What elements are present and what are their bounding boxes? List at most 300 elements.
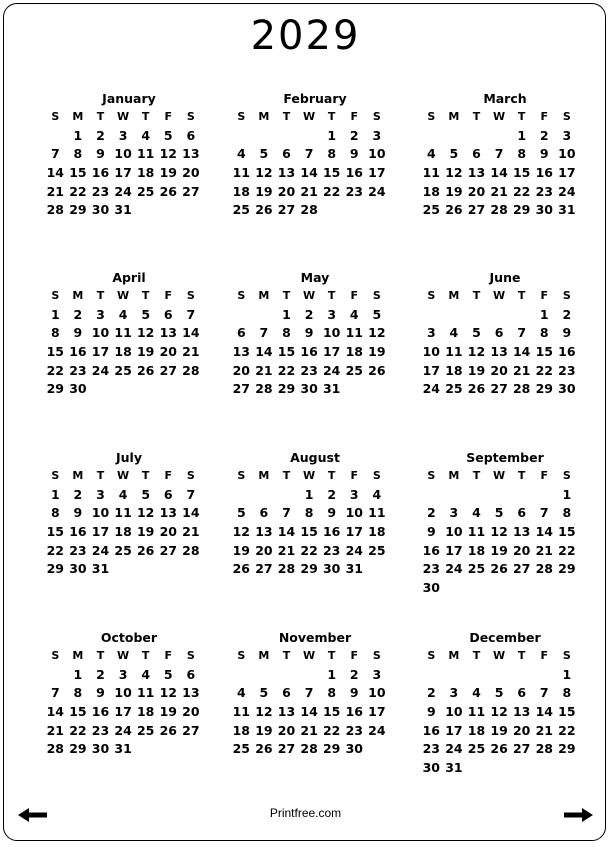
day-cell: 19 — [445, 183, 463, 199]
day-cell: 1 — [327, 127, 337, 143]
day-cell: 30 — [422, 760, 440, 776]
day-cell: 26 — [159, 183, 177, 199]
day-cell: 31 — [558, 202, 576, 218]
weekday-header: M — [72, 649, 84, 662]
day-cell: 28 — [300, 202, 318, 218]
day-cell: 5 — [494, 505, 504, 521]
day-cell: 31 — [114, 202, 132, 218]
empty-cell — [230, 127, 253, 146]
day-cell: 6 — [282, 685, 291, 701]
empty-cell — [510, 306, 533, 325]
weekday-header: T — [96, 649, 105, 662]
day-cell: 26 — [255, 202, 273, 218]
day-cell: 18 — [422, 183, 440, 199]
weekday-header: T — [282, 649, 291, 662]
day-cell: 3 — [449, 505, 459, 521]
empty-cell — [443, 486, 466, 505]
day-cell: 8 — [327, 685, 337, 701]
day-cell: 17 — [114, 165, 132, 181]
day-cell: 28 — [490, 202, 508, 218]
day-cell: 8 — [562, 685, 572, 701]
weekday-header: F — [350, 110, 359, 123]
day-cell: 13 — [159, 325, 177, 341]
month-name: June — [489, 270, 521, 285]
empty-cell — [510, 666, 533, 685]
day-cell: 29 — [69, 741, 87, 757]
day-cell: 22 — [277, 362, 296, 378]
day-cell: 30 — [422, 580, 440, 596]
day-cell: 27 — [159, 362, 177, 378]
day-grid — [44, 108, 214, 220]
day-cell: 6 — [163, 306, 173, 322]
day-cell: 17 — [422, 362, 440, 378]
weekday-header: M — [448, 110, 460, 123]
day-cell: 11 — [345, 325, 363, 341]
day-cell: 4 — [141, 127, 151, 143]
day-cell: 10 — [322, 325, 341, 341]
day-cell: 16 — [322, 524, 341, 540]
day-cell: 24 — [368, 183, 386, 199]
weekday-header: S — [51, 110, 60, 123]
weekday-header: S — [186, 289, 195, 302]
day-cell: 26 — [445, 202, 463, 218]
weekday-header: M — [72, 289, 84, 302]
weekday-header: F — [164, 289, 173, 302]
day-cell: 4 — [118, 306, 128, 322]
day-cell: 8 — [73, 685, 83, 701]
day-cell: 7 — [186, 306, 196, 322]
weekday-header: T — [141, 110, 150, 123]
month-name: August — [290, 450, 340, 465]
day-cell: 12 — [232, 524, 250, 540]
day-grid — [230, 467, 400, 579]
day-cell: 11 — [467, 704, 486, 720]
month-name: January — [102, 91, 156, 106]
weekday-header: S — [237, 110, 246, 123]
day-cell: 18 — [232, 183, 250, 199]
day-cell: 25 — [114, 362, 132, 378]
day-cell: 19 — [467, 362, 486, 378]
empty-cell — [298, 666, 321, 685]
day-cell: 10 — [445, 704, 463, 720]
month-march — [420, 90, 590, 220]
day-cell: 19 — [255, 183, 273, 199]
day-cell: 21 — [255, 362, 273, 378]
weekday-header: S — [427, 110, 436, 123]
day-cell: 15 — [322, 165, 341, 181]
day-cell: 6 — [472, 146, 481, 162]
day-cell: 2 — [349, 666, 359, 682]
day-cell: 8 — [562, 505, 572, 521]
weekday-header: T — [472, 289, 481, 302]
day-cell: 16 — [300, 344, 318, 360]
day-cell: 23 — [345, 183, 363, 199]
weekday-header: S — [51, 649, 60, 662]
day-cell: 26 — [136, 362, 155, 378]
day-cell: 17 — [368, 165, 386, 181]
day-cell: 2 — [304, 306, 314, 322]
weekday-header: W — [117, 110, 130, 123]
day-cell: 3 — [426, 325, 436, 341]
day-cell: 5 — [236, 505, 246, 521]
day-cell: 31 — [445, 760, 463, 776]
day-cell: 13 — [512, 524, 531, 540]
weekday-header: T — [327, 289, 336, 302]
day-cell: 12 — [445, 165, 463, 181]
day-cell: 3 — [96, 486, 105, 502]
weekday-header: W — [117, 469, 130, 482]
day-cell: 13 — [182, 146, 200, 162]
day-cell: 30 — [345, 741, 363, 757]
day-cell: 9 — [349, 146, 359, 162]
day-cell: 21 — [46, 722, 64, 738]
day-cell: 30 — [91, 741, 110, 757]
month-name: September — [466, 450, 544, 465]
month-name: July — [116, 450, 142, 465]
day-cell: 27 — [232, 381, 250, 397]
day-cell: 24 — [345, 542, 363, 558]
weekday-header: W — [303, 649, 316, 662]
weekday-header: F — [164, 469, 173, 482]
day-cell: 16 — [422, 542, 440, 558]
day-cell: 15 — [535, 344, 553, 360]
weekday-header: T — [141, 289, 150, 302]
day-cell: 24 — [91, 362, 110, 378]
day-cell: 18 — [345, 344, 363, 360]
weekday-header: M — [258, 469, 270, 482]
day-cell: 5 — [472, 325, 481, 341]
empty-cell — [443, 127, 466, 146]
weekday-header: M — [258, 649, 270, 662]
day-cell: 21 — [490, 183, 508, 199]
weekday-header: S — [562, 110, 571, 123]
day-cell: 17 — [91, 344, 110, 360]
day-cell: 12 — [159, 685, 177, 701]
day-grid — [44, 287, 214, 399]
day-cell: 28 — [535, 561, 553, 577]
day-cell: 11 — [136, 146, 155, 162]
day-cell: 10 — [422, 344, 440, 360]
weekday-header: F — [350, 469, 359, 482]
day-cell: 20 — [512, 722, 531, 738]
day-cell: 13 — [182, 685, 200, 701]
empty-cell — [275, 486, 298, 505]
day-cell: 4 — [449, 325, 459, 341]
day-cell: 26 — [255, 741, 273, 757]
day-cell: 11 — [114, 505, 132, 521]
day-cell: 15 — [69, 165, 87, 181]
weekday-header: W — [493, 110, 506, 123]
weekday-header: S — [372, 289, 381, 302]
day-cell: 14 — [300, 165, 318, 181]
weekday-header: S — [186, 110, 195, 123]
day-cell: 1 — [327, 666, 337, 682]
day-cell: 11 — [422, 165, 440, 181]
day-cell: 9 — [73, 505, 83, 521]
day-cell: 1 — [304, 486, 314, 502]
day-cell: 12 — [255, 704, 273, 720]
empty-cell — [253, 666, 276, 685]
day-cell: 27 — [512, 561, 531, 577]
day-cell: 4 — [236, 146, 246, 162]
day-cell: 16 — [345, 704, 363, 720]
day-cell: 5 — [141, 486, 151, 502]
weekday-header: F — [350, 649, 359, 662]
day-cell: 29 — [535, 381, 553, 397]
day-cell: 17 — [445, 722, 463, 738]
day-cell: 18 — [136, 165, 155, 181]
day-cell: 28 — [182, 362, 200, 378]
empty-cell — [44, 666, 67, 685]
day-cell: 25 — [467, 741, 486, 757]
weekday-header: S — [562, 649, 571, 662]
day-cell: 12 — [490, 524, 508, 540]
weekday-header: T — [327, 110, 336, 123]
day-cell: 13 — [277, 165, 296, 181]
day-cell: 20 — [182, 704, 200, 720]
day-cell: 27 — [277, 741, 296, 757]
day-cell: 24 — [368, 722, 386, 738]
day-cell: 9 — [539, 146, 549, 162]
month-september — [420, 449, 590, 598]
day-cell: 7 — [50, 146, 60, 162]
weekday-header: T — [282, 469, 291, 482]
day-cell: 4 — [472, 505, 481, 521]
day-cell: 13 — [232, 344, 250, 360]
empty-cell — [443, 306, 466, 325]
day-cell: 30 — [558, 381, 576, 397]
day-grid — [230, 647, 400, 759]
day-cell: 13 — [255, 524, 273, 540]
day-cell: 2 — [539, 127, 549, 143]
day-cell: 1 — [73, 666, 83, 682]
day-cell: 24 — [114, 722, 132, 738]
day-cell: 2 — [426, 685, 436, 701]
day-cell: 23 — [69, 542, 87, 558]
day-cell: 14 — [490, 165, 508, 181]
empty-cell — [420, 486, 443, 505]
month-may — [230, 269, 400, 399]
day-cell: 12 — [159, 146, 177, 162]
day-cell: 28 — [300, 741, 318, 757]
day-grid — [420, 467, 590, 598]
day-cell: 28 — [535, 741, 553, 757]
day-cell: 14 — [46, 704, 64, 720]
day-cell: 26 — [490, 741, 508, 757]
empty-cell — [230, 666, 253, 685]
day-cell: 10 — [368, 146, 386, 162]
weekday-header: S — [562, 289, 571, 302]
day-cell: 6 — [163, 486, 173, 502]
day-cell: 8 — [539, 325, 549, 341]
empty-cell — [420, 127, 443, 146]
arrow-right-icon[interactable] — [563, 807, 593, 823]
weekday-header: S — [562, 469, 571, 482]
day-cell: 23 — [345, 722, 363, 738]
month-july — [44, 449, 214, 579]
day-cell: 10 — [368, 685, 386, 701]
day-cell: 11 — [232, 165, 250, 181]
day-cell: 31 — [322, 381, 341, 397]
weekday-header: M — [258, 110, 270, 123]
day-cell: 4 — [372, 486, 382, 502]
day-cell: 26 — [232, 561, 250, 577]
month-november — [230, 629, 400, 759]
day-cell: 28 — [182, 542, 200, 558]
day-cell: 13 — [159, 505, 177, 521]
day-cell: 22 — [535, 362, 553, 378]
weekday-header: S — [372, 649, 381, 662]
empty-cell — [443, 666, 466, 685]
day-cell: 19 — [159, 704, 177, 720]
weekday-header: W — [493, 469, 506, 482]
month-name: October — [100, 630, 158, 645]
day-cell: 17 — [322, 344, 341, 360]
day-cell: 8 — [282, 325, 291, 341]
day-cell: 23 — [322, 542, 341, 558]
day-cell: 14 — [512, 344, 531, 360]
day-cell: 5 — [449, 146, 459, 162]
day-cell: 18 — [114, 524, 132, 540]
day-cell: 11 — [136, 685, 155, 701]
day-cell: 16 — [69, 524, 87, 540]
day-cell: 12 — [467, 344, 486, 360]
day-cell: 5 — [259, 146, 269, 162]
day-grid — [230, 108, 400, 220]
day-cell: 28 — [46, 202, 64, 218]
day-cell: 7 — [517, 325, 527, 341]
day-cell: 14 — [300, 704, 318, 720]
weekday-header: T — [141, 469, 150, 482]
day-cell: 9 — [327, 505, 337, 521]
day-cell: 18 — [467, 722, 486, 738]
weekday-header: F — [540, 649, 549, 662]
day-cell: 1 — [562, 486, 572, 502]
day-cell: 7 — [259, 325, 269, 341]
day-cell: 17 — [91, 524, 110, 540]
month-name: March — [483, 91, 527, 106]
empty-cell — [230, 486, 253, 505]
calendar-year-title: 2029 — [250, 13, 361, 59]
arrow-left-icon[interactable] — [18, 807, 48, 823]
day-cell: 6 — [517, 685, 527, 701]
day-cell: 22 — [512, 183, 531, 199]
day-cell: 20 — [512, 542, 531, 558]
day-cell: 23 — [535, 183, 553, 199]
day-cell: 10 — [558, 146, 576, 162]
day-cell: 21 — [182, 344, 200, 360]
day-cell: 21 — [535, 722, 553, 738]
day-cell: 4 — [141, 666, 151, 682]
day-cell: 25 — [368, 542, 386, 558]
day-cell: 25 — [467, 561, 486, 577]
day-cell: 25 — [232, 202, 250, 218]
weekday-header: M — [448, 469, 460, 482]
day-cell: 26 — [136, 542, 155, 558]
day-cell: 10 — [114, 685, 132, 701]
empty-cell — [420, 666, 443, 685]
day-cell: 10 — [91, 325, 110, 341]
day-cell: 20 — [232, 362, 250, 378]
day-cell: 22 — [322, 722, 341, 738]
day-cell: 7 — [304, 146, 314, 162]
day-cell: 8 — [50, 505, 60, 521]
weekday-header: W — [303, 289, 316, 302]
day-cell: 3 — [562, 127, 572, 143]
day-cell: 24 — [445, 741, 463, 757]
day-cell: 2 — [426, 505, 436, 521]
empty-cell — [44, 127, 67, 146]
day-cell: 14 — [182, 505, 200, 521]
day-cell: 2 — [73, 486, 83, 502]
day-cell: 9 — [562, 325, 572, 341]
weekday-header: T — [282, 289, 291, 302]
day-grid — [230, 287, 400, 399]
day-cell: 24 — [422, 381, 440, 397]
day-cell: 25 — [114, 542, 132, 558]
day-cell: 10 — [91, 505, 110, 521]
month-name: December — [469, 630, 541, 645]
day-cell: 1 — [282, 306, 291, 322]
day-cell: 6 — [494, 325, 504, 341]
day-cell: 29 — [69, 202, 87, 218]
day-cell: 18 — [467, 542, 486, 558]
day-cell: 26 — [159, 722, 177, 738]
day-cell: 2 — [327, 486, 337, 502]
day-cell: 25 — [422, 202, 440, 218]
day-cell: 14 — [535, 704, 553, 720]
day-cell: 9 — [426, 524, 436, 540]
weekday-header: S — [427, 649, 436, 662]
weekday-header: M — [72, 469, 84, 482]
day-cell: 20 — [255, 542, 273, 558]
day-cell: 3 — [118, 666, 128, 682]
day-cell: 26 — [490, 561, 508, 577]
day-cell: 11 — [368, 505, 386, 521]
day-cell: 12 — [490, 704, 508, 720]
day-cell: 5 — [494, 685, 504, 701]
day-cell: 17 — [558, 165, 576, 181]
day-cell: 31 — [114, 741, 132, 757]
day-cell: 8 — [304, 505, 314, 521]
day-cell: 15 — [69, 704, 87, 720]
day-cell: 2 — [96, 127, 105, 143]
weekday-header: T — [472, 469, 481, 482]
day-cell: 16 — [91, 704, 110, 720]
day-cell: 21 — [300, 183, 318, 199]
day-grid — [420, 287, 590, 399]
day-cell: 22 — [558, 542, 576, 558]
weekday-header: M — [258, 289, 270, 302]
day-cell: 9 — [304, 325, 314, 341]
day-cell: 8 — [73, 146, 83, 162]
empty-cell — [488, 666, 511, 685]
month-october — [44, 629, 214, 759]
day-cell: 15 — [512, 165, 531, 181]
weekday-header: T — [96, 289, 105, 302]
empty-cell — [465, 666, 488, 685]
day-cell: 19 — [255, 722, 273, 738]
empty-cell — [488, 127, 511, 146]
day-cell: 21 — [512, 362, 531, 378]
day-cell: 19 — [136, 524, 155, 540]
day-cell: 22 — [69, 722, 87, 738]
weekday-header: T — [517, 649, 526, 662]
day-cell: 28 — [255, 381, 273, 397]
day-cell: 25 — [136, 183, 155, 199]
day-cell: 19 — [159, 165, 177, 181]
day-cell: 1 — [50, 306, 60, 322]
